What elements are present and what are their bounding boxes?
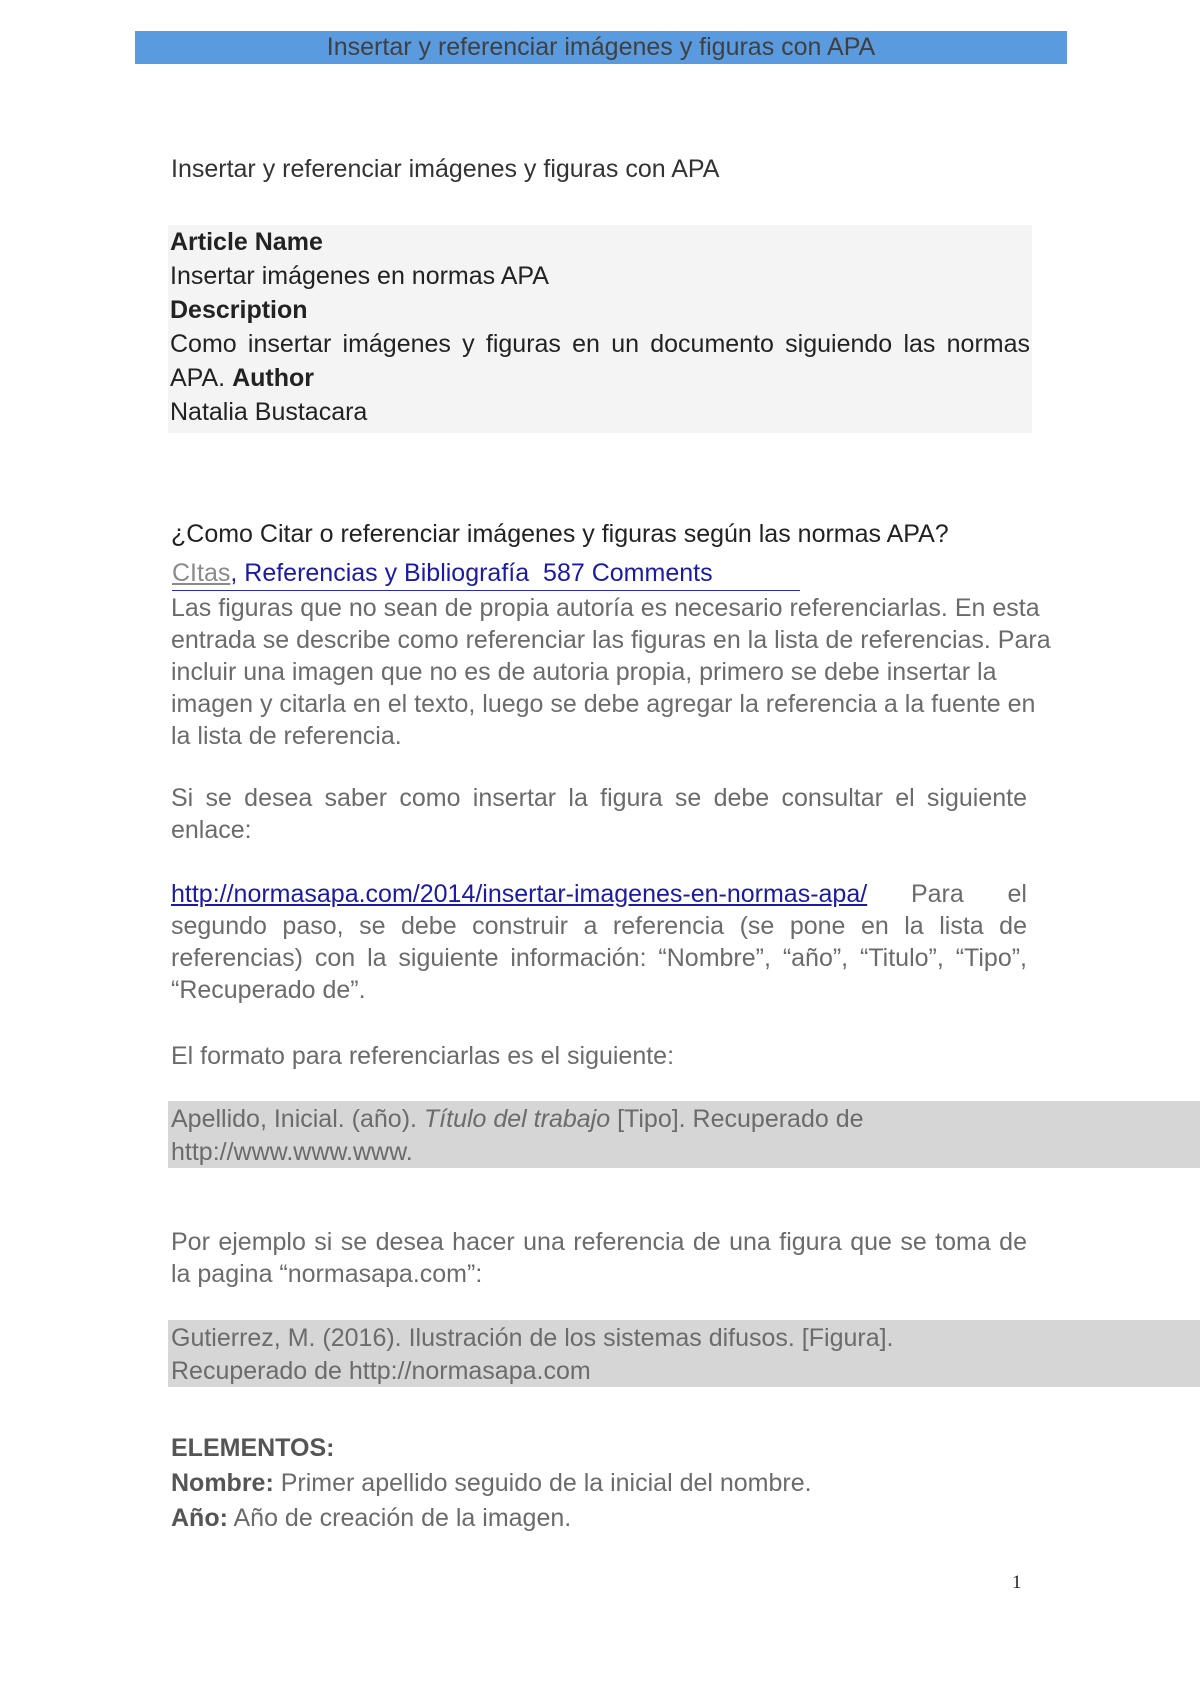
category-referencias-link[interactable]: Referencias y Bibliografía [244,559,530,587]
description-label: Description [170,296,308,324]
paragraph-segundo-paso [171,878,1027,1006]
format-part-a: Apellido, Inicial. (año). [171,1105,424,1133]
format-part-b: [Tipo]. Recuperado de http://www.www.www. [171,1105,864,1166]
comments-link[interactable]: 587 Comments [543,559,713,587]
article-meta [170,225,1030,429]
nombre-label: Nombre: [171,1469,274,1497]
article-name-label: Article Name [170,228,323,256]
elements-list [171,1431,1051,1536]
paragraph-enlace: Si se desea saber como insertar la figura se debe consultar el siguiente enlace: [171,784,1027,844]
anio-text: Año de creación de la imagen. [227,1504,572,1532]
elements-heading: ELEMENTOS: [171,1434,335,1462]
paragraph-ejemplo: Por ejemplo si se desea hacer una referencia de una figura que se toma de la pagina “normasapa.com”: [171,1228,1027,1288]
format-template [171,1103,951,1169]
description-block [170,327,1030,395]
description-value: Como insertar imágenes y figuras en un documento siguiendo las normas APA. [170,330,1030,392]
normasapa-url-link[interactable]: http://normasapa.com/2014/insertar-imagenes-en-normas-apa/ [171,880,868,908]
example-reference: Gutierrez, M. (2016). Ilustración de los sistemas difusos. [Figura]. Recuperado de http://normasapa.com [171,1324,894,1385]
category-separator: , [230,559,245,587]
page-header: Insertar y referenciar imágenes y figuras con APA [135,31,1067,64]
document-title: Insertar y referenciar imágenes y figuras con APA [171,155,720,183]
paragraph-intro: Las figuras que no sean de propia autoría es necesario referenciarlas. En esta entrada se describe como referenciar las figuras en la lista de referencias. Para incluir una imagen que no es de autoria propia, primero se debe insertar la imagen y citarla en el texto, luego se debe agregar la referencia a la fuente en la lista de referencia. [171,594,1051,750]
page-number: 1 [1012,1572,1022,1593]
section-heading: ¿Como Citar o referenciar imágenes y figuras según las normas APA? [171,520,949,548]
segundo-paso-text: Para el segundo paso, se debe construir a referencia (se pone en la lista de referencias) con la siguiente información: “Nombre”, “año”, “Titulo”, “Tipo”, “Recuperado de”. [171,880,1027,1004]
nombre-text: Primer apellido seguido de la inicial del nombre. [273,1469,812,1497]
format-title-italic: Título del trabajo [423,1105,611,1133]
article-name-value: Insertar imágenes en normas APA [170,262,549,290]
category-citas-link[interactable]: CItas [172,559,231,587]
post-categories [172,556,800,591]
paragraph-formato: El formato para referenciarlas es el siguiente: [171,1042,675,1070]
author-label: Author [232,364,314,392]
author-value: Natalia Bustacara [170,398,368,426]
anio-label: Año: [171,1504,228,1532]
